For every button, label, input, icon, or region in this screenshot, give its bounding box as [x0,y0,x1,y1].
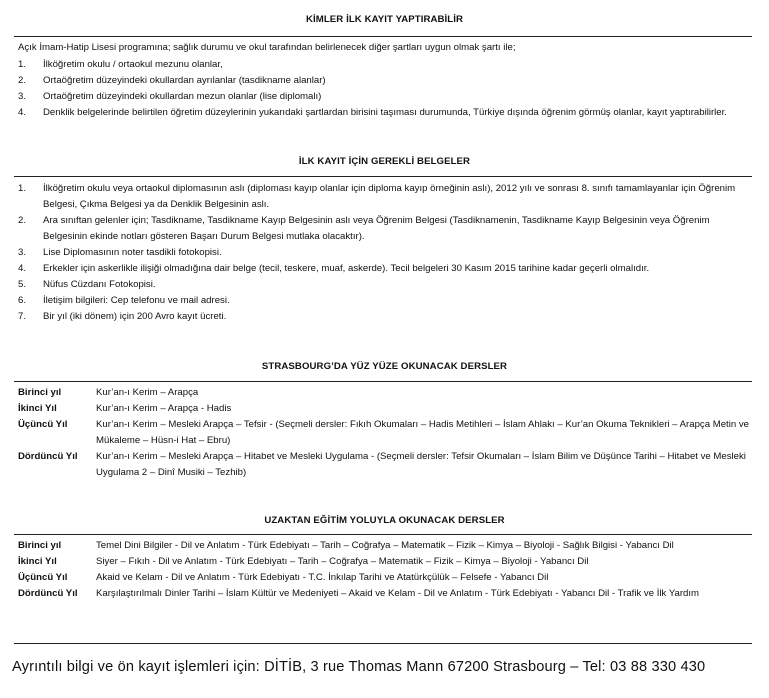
course-row: Birinci yıl Kur’an-ı Kerim – Arapça [18,387,199,398]
list-item: 5. Nüfus Cüzdanı Fotokopisi. [18,279,156,290]
course-row: Üçüncü Yıl Kur’an-ı Kerim – Mesleki Arapça – Tefsir - (Seçmeli dersler: Fıkıh Okumaları – Hadis Metihleri – İslam Ahlakı – Kur’an Okuma Teknikleri – Arapça Metin ve Mükaleme – Hüsn-i Hat – Ebru) [18,419,749,446]
docs-list [18,181,753,325]
course-row: Birinci yıl Temel Dini Bilgiler - Dil ve Anlatım - Türk Edebiyatı – Tarih – Coğrafya – Matematik – Fizik – Kimya – Biyoloji - Sağlık Bilgisi - Yabancı Dil [18,540,674,551]
list-item: 7. Bir yıl (iki dönem) için 200 Avro kayıt ücreti. [18,311,227,322]
section-title-docs: İLK KAYIT İÇİN GEREKLİ BELGELER [298,156,471,167]
distance-courses [18,538,756,602]
section-divider [14,176,752,177]
section-divider [14,36,752,37]
section-divider [14,381,752,382]
list-item: 4. Denklik belgelerinde belirtilen öğretim düzeylerinin yukarıdaki şartlardan birisini taşıması durumunda, Türkiye dışında öğrenim görmüş olanlar, kayıt yaptırabilirler. [18,107,727,118]
list-item: 2. Ara sınıftan gelenler için; Tasdikname, Tasdikname Kayıp Belgesinin aslı veya Öğrenim Belgesi (Tasdiknamenin, Tasdikname Kayıp Belgesinin veya Öğrenim Belgesinin ekinde notları gösteren Başarı Durum Belgesi mutlaka olacaktır). [18,215,710,242]
list-item: 6. İletişim bilgileri: Cep telefonu ve mail adresi. [18,295,230,306]
section-title-who: KİMLER İLK KAYIT YAPTIRABİLİR [305,14,464,25]
course-row: İkinci Yıl Kur’an-ı Kerim – Arapça - Hadis [18,403,232,414]
footer-divider [14,643,752,644]
section-title-face-to-face: STRASBOURG’DA YÜZ YÜZE OKUNACAK DERSLER [261,361,508,372]
section-divider [14,534,752,535]
list-item: 3. Ortaöğretim düzeyindeki okullardan mezun olanlar (lise diplomalı) [18,91,322,102]
face-to-face-courses [18,385,756,481]
course-row: Üçüncü Yıl Akaid ve Kelam - Dil ve Anlatım - Türk Edebiyatı - T.C. İnkılap Tarihi ve Atatürkçülük – Felsefe - Yabancı Dil [18,572,549,583]
list-item: 1. İlköğretim okulu veya ortaokul diplomasının aslı (diploması kayıp olanlar için diploma kayıp örneğinin aslı), 2012 yılı ve sonrası 8. sınıfı tamamlayanlar için Öğrenim Belgesi, Çıkma Belgesi ya da Denklik Belgesinin aslı. [18,183,736,210]
list-item: 1. İlköğretim okulu / ortaokul mezunu olanlar, [18,59,223,70]
course-row: Dördüncü Yıl Kur’an-ı Kerim – Mesleki Arapça – Hitabet ve Mesleki Uygulama - (Seçmeli dersler: Tefsir Okumaları – İslam Bilim ve Düşünce Tarihi – Hitabet ve Mesleki Uygulama 2 – Dinî Musiki – Tezhib) [18,451,746,478]
list-item: 2. Ortaöğretim düzeyindeki okullardan ayrılanlar (tasdikname alanlar) [18,75,326,86]
contact-footer: Ayrıntılı bilgi ve ön kayıt işlemleri için: DİTİB, 3 rue Thomas Mann 67200 Strasbourg – Tel: 03 88 330 430 [12,659,706,675]
course-row: İkinci Yıl Siyer – Fıkıh - Dil ve Anlatım - Türk Edebiyatı – Tarih – Coğrafya – Matematik – Fizik – Kimya – Biyoloji - Yabancı Dil [18,556,589,567]
who-intro: Açık İmam-Hatip Lisesi programına; sağlık durumu ve okul tarafından belirlenecek diğer şartları uygun olmak şartı ile; [18,42,516,53]
course-row: Dördüncü Yıl Karşılaştırılmalı Dinler Tarihi – İslam Kültür ve Medeniyeti – Akaid ve Kelam - Dil ve Anlatım - Türk Edebiyatı - Yabancı Dil - Trafik ve İlk Yardım [18,588,700,599]
list-item: 3. Lise Diplomasının noter tasdikli fotokopisi. [18,247,222,258]
who-list [18,57,753,121]
section-title-distance: UZAKTAN EĞİTİM YOLUYLA OKUNACAK DERSLER [264,515,505,526]
list-item: 4. Erkekler için askerlikle ilişiği olmadığına dair belge (tecil, teskere, muaf, askerde). Tecil belgeleri 30 Kasım 2015 tarihine kadar geçerli olmalıdır. [18,263,650,274]
